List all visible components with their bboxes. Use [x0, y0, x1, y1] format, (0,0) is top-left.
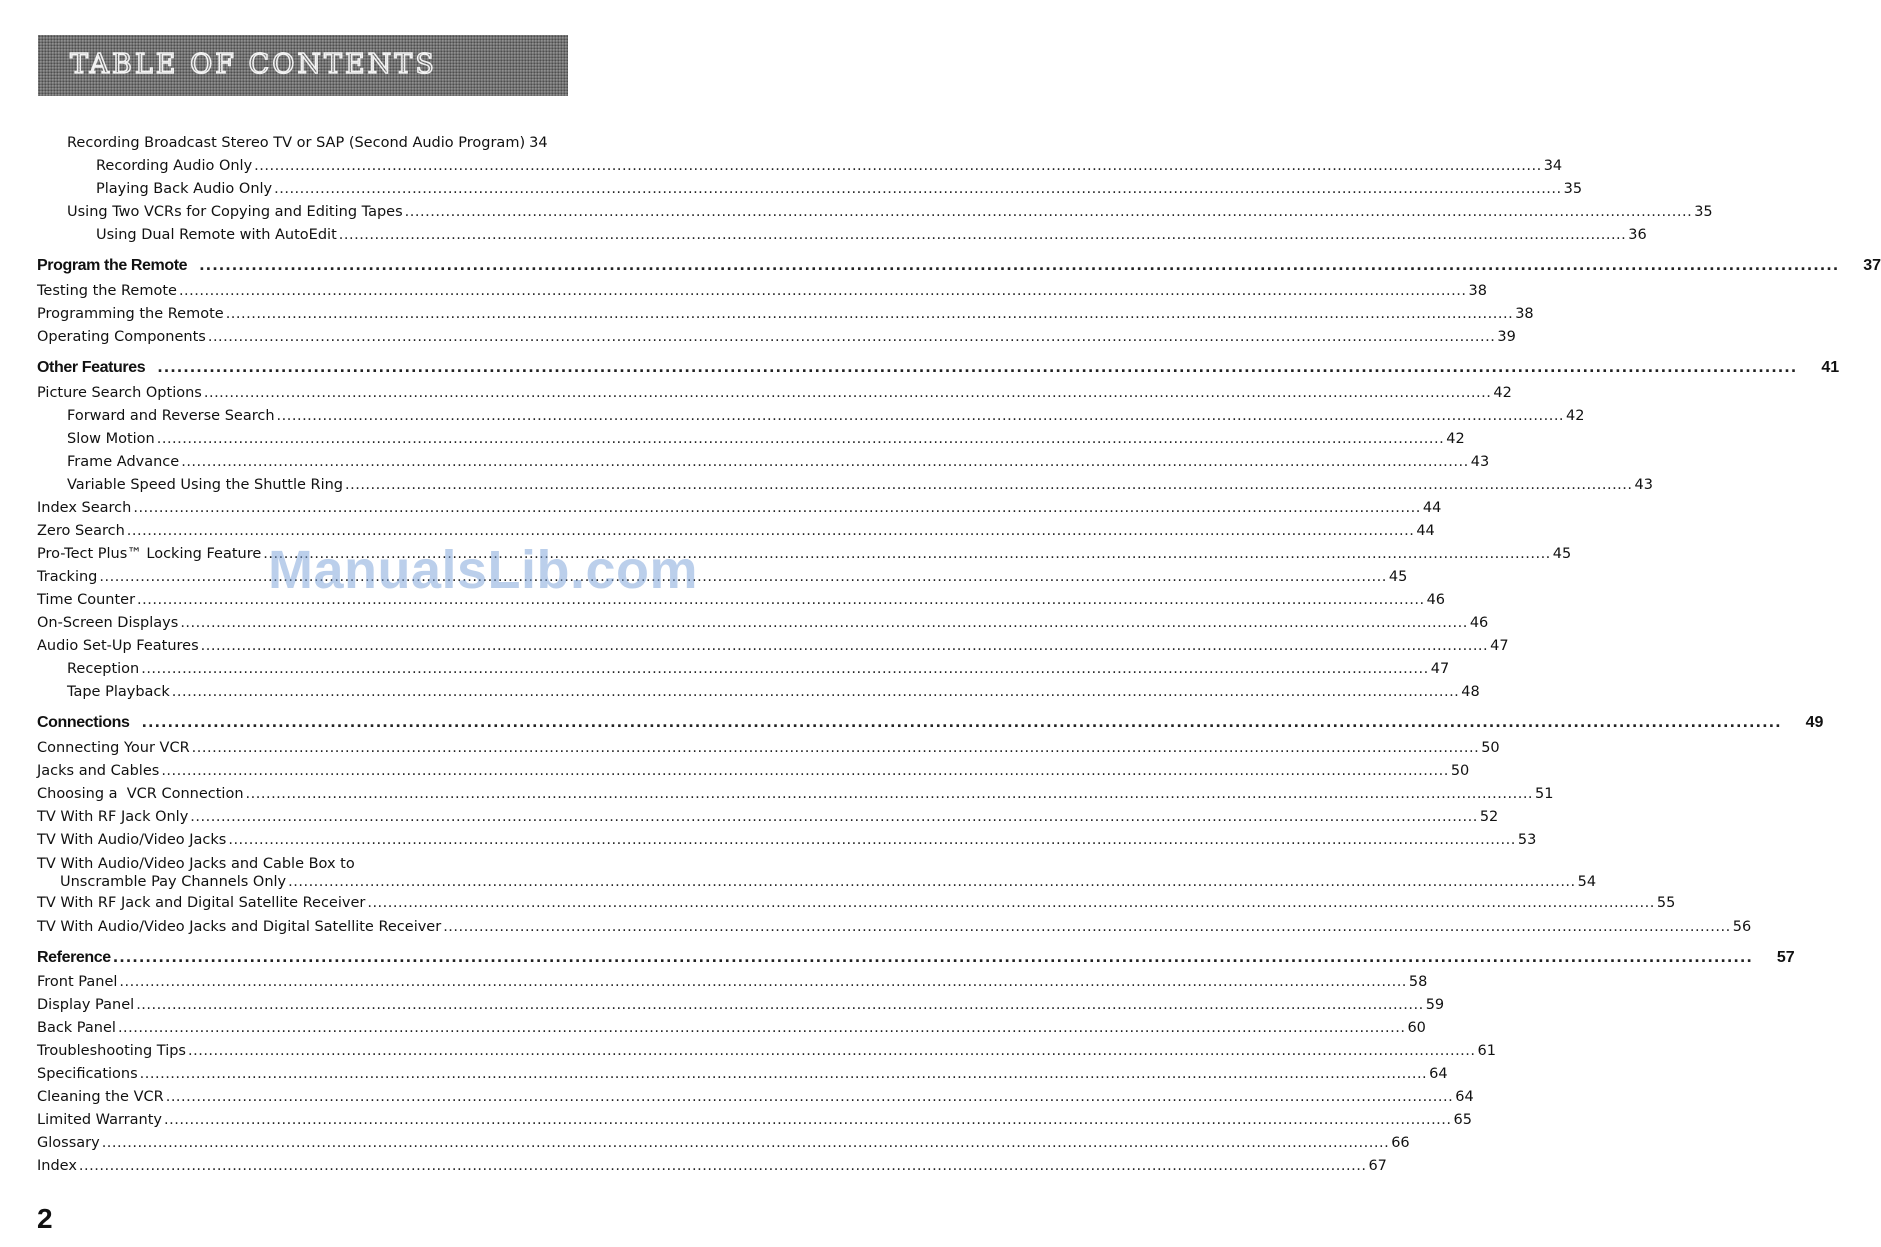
toc-entry-label: Programming the Remote — [37, 306, 224, 322]
toc-entry-page: 47 — [1430, 661, 1450, 677]
toc-entry[interactable] — [60, 871, 1597, 893]
toc-entry[interactable] — [37, 994, 1445, 1016]
dot-leader — [179, 280, 1467, 302]
toc-entry-page: 66 — [1391, 1135, 1410, 1151]
toc-entry-label: Troubleshooting Tips — [37, 1043, 186, 1059]
toc-entry-label: Connecting Your VCR — [37, 740, 190, 756]
dot-leader — [254, 155, 1542, 177]
toc-section-heading[interactable] — [37, 712, 1824, 734]
toc-entry-label: Using Two VCRs for Copying and Editing Tapes — [67, 204, 403, 220]
dot-leader — [443, 916, 1731, 938]
toc-section-heading[interactable] — [37, 255, 1881, 277]
toc-section-label: Program the Remote — [37, 257, 188, 274]
toc-section-heading[interactable] — [37, 357, 1840, 379]
toc-entry-label: Limited Warranty — [37, 1112, 162, 1128]
toc-entry[interactable] — [37, 1132, 1410, 1154]
toc-entry-label: Recording Audio Only — [96, 158, 253, 174]
toc-entry-page: 61 — [1477, 1043, 1496, 1059]
toc-entry-label: Forward and Reverse Search — [67, 408, 275, 424]
dot-leader — [164, 1109, 1452, 1131]
toc-entry-page: 45 — [1388, 569, 1408, 585]
toc-entry-label: Time Counter — [37, 592, 136, 608]
toc-entry-label: Zero Search — [37, 523, 125, 539]
dot-leader — [228, 829, 1516, 851]
page-title: TABLE OF CONTENTS — [70, 49, 437, 80]
toc-entry-page: 54 — [1577, 874, 1597, 890]
dot-leader — [405, 201, 1693, 223]
toc-entry-page: 35 — [1694, 204, 1713, 220]
toc-entry[interactable] — [37, 737, 1500, 759]
toc-entry-page: 38 — [1468, 283, 1487, 299]
toc-entry-page: 38 — [1515, 306, 1534, 322]
toc-entry[interactable] — [37, 1155, 1387, 1177]
toc-entry-page: 36 — [1628, 227, 1647, 243]
toc-entry-label-line1: TV With Audio/Video Jacks and Cable Box to — [37, 856, 355, 872]
toc-entry-label: Cleaning the VCR — [37, 1089, 164, 1105]
dot-leader — [142, 712, 1782, 734]
watermark: ManualsLib.com — [268, 540, 699, 600]
dot-leader — [157, 357, 1797, 379]
toc-entry-label: Front Panel — [37, 974, 118, 990]
toc-entry[interactable] — [67, 428, 1465, 450]
dot-leader — [102, 1132, 1390, 1154]
toc-entry[interactable] — [37, 382, 1512, 404]
toc-entry-page: 45 — [1552, 546, 1572, 562]
toc-entry-page: 55 — [1656, 895, 1676, 911]
toc-entry-page: 56 — [1732, 919, 1752, 935]
toc-section-page: 41 — [1821, 359, 1840, 376]
dot-leader — [127, 520, 1415, 542]
toc-entry-page: 64 — [1455, 1089, 1474, 1105]
toc-entry[interactable] — [37, 303, 1534, 325]
dot-leader — [192, 737, 1480, 759]
toc-section-label: Other Features — [37, 359, 146, 376]
toc-entry[interactable] — [67, 405, 1585, 427]
toc-entry-page: 53 — [1517, 832, 1537, 848]
toc-entry-label: TV With Audio/Video Jacks — [37, 832, 227, 848]
toc-entry-page: 35 — [1563, 181, 1583, 197]
dot-leader — [166, 1086, 1454, 1108]
toc-entry-page: 50 — [1481, 740, 1500, 756]
toc-entry-label: Slow Motion — [67, 431, 155, 447]
toc-entry[interactable] — [37, 829, 1537, 851]
toc-entry-label: Using Dual Remote with AutoEdit — [96, 227, 337, 243]
toc-entry[interactable] — [67, 451, 1490, 473]
toc-entry[interactable] — [37, 971, 1428, 993]
toc-entry-page: 46 — [1426, 592, 1446, 608]
toc-entry[interactable] — [37, 916, 1752, 938]
page-number: 2 — [37, 1203, 53, 1234]
toc-section-page: 49 — [1805, 714, 1824, 731]
toc-entry[interactable] — [37, 326, 1516, 348]
toc-entry[interactable] — [96, 178, 1583, 200]
toc-entry-label: Variable Speed Using the Shuttle Ring — [67, 477, 343, 493]
toc-entry-label: Jacks and Cables — [37, 763, 160, 779]
toc-section-page: 57 — [1776, 949, 1795, 966]
toc-entry[interactable] — [96, 155, 1563, 177]
toc-entry-page: 43 — [1634, 477, 1653, 493]
dot-leader — [208, 326, 1496, 348]
toc-entry[interactable] — [37, 1040, 1496, 1062]
toc-entry[interactable] — [37, 612, 1489, 634]
toc-entry[interactable] — [37, 1017, 1426, 1039]
toc-entry-label: Glossary — [37, 1135, 100, 1151]
toc-entry-page: 42 — [1493, 385, 1512, 401]
toc-entry-page: 34 — [1543, 158, 1563, 174]
dot-leader — [201, 635, 1489, 657]
dot-leader — [141, 658, 1429, 680]
dot-leader — [118, 1017, 1406, 1039]
dot-leader — [345, 474, 1633, 496]
toc-entry-label: Unscramble Pay Channels Only — [60, 874, 287, 890]
toc-entry-page: 39 — [1497, 329, 1516, 345]
toc-entry-label: Tracking — [37, 569, 98, 585]
dot-leader — [136, 994, 1424, 1016]
toc-entry-page: 51 — [1535, 786, 1554, 802]
dot-leader — [140, 1063, 1428, 1085]
toc-section-label: Reference — [37, 949, 111, 966]
dot-leader — [204, 382, 1492, 404]
dot-leader — [277, 405, 1565, 427]
toc-entry-page: 58 — [1408, 974, 1428, 990]
dot-leader — [274, 178, 1562, 200]
toc-section-page: 37 — [1863, 257, 1881, 274]
dot-leader — [339, 224, 1627, 246]
toc-entry-page: 47 — [1490, 638, 1509, 654]
toc-entry[interactable] — [37, 635, 1509, 657]
toc-entry-page: 44 — [1422, 500, 1442, 516]
toc-entry-page: 42 — [1566, 408, 1585, 424]
toc-section-label: Connections — [37, 714, 130, 731]
toc-entry[interactable] — [67, 681, 1480, 703]
toc-entry-label: TV With Audio/Video Jacks and Digital Satellite Receiver — [37, 919, 442, 935]
dot-leader — [181, 451, 1469, 473]
toc-entry-page: 65 — [1453, 1112, 1472, 1128]
toc-entry-label: Tape Playback — [67, 684, 170, 700]
dot-leader — [157, 428, 1445, 450]
toc-entry-label: Testing the Remote — [37, 283, 177, 299]
toc-entry[interactable] — [37, 783, 1554, 805]
toc-entry-label: Frame Advance — [67, 454, 180, 470]
toc-entry[interactable] — [67, 201, 1713, 223]
dot-leader — [161, 760, 1449, 782]
toc-entry-page: 60 — [1407, 1020, 1426, 1036]
toc-entry-label: Pro-Tect Plus™ Locking Feature — [37, 546, 262, 562]
toc-entry[interactable] — [37, 806, 1499, 828]
dot-leader — [367, 892, 1655, 914]
toc-entry-label: Display Panel — [37, 997, 135, 1013]
toc-entry-label: Playing Back Audio Only — [96, 181, 273, 197]
toc-entry-page: 64 — [1429, 1066, 1448, 1082]
toc-entry-label: Audio Set-Up Features — [37, 638, 199, 654]
toc-entry[interactable] — [67, 658, 1450, 680]
toc-entry-label: Choosing a VCR Connection — [37, 786, 244, 802]
dot-leader — [199, 255, 1839, 277]
toc-entry[interactable] — [96, 224, 1647, 246]
dot-leader — [188, 1040, 1476, 1062]
toc-entry-label: On-Screen Displays — [37, 615, 179, 631]
toc-entry-label: TV With RF Jack and Digital Satellite Receiver — [37, 895, 366, 911]
toc-entry-page: 67 — [1368, 1158, 1387, 1174]
dot-leader — [133, 497, 1421, 519]
dot-leader — [288, 871, 1576, 893]
dot-leader — [226, 303, 1514, 325]
toc-entry-page: 42 — [1446, 431, 1465, 447]
toc-entry[interactable] — [67, 132, 548, 154]
toc-entry-label: Index Search — [37, 500, 132, 516]
toc-entry-label: TV With RF Jack Only — [37, 809, 189, 825]
toc-entry-page: 46 — [1469, 615, 1489, 631]
toc-entry-label: Reception — [67, 661, 140, 677]
dot-leader — [180, 612, 1468, 634]
toc-entry-label: Picture Search Options — [37, 385, 202, 401]
toc-entry[interactable] — [37, 1109, 1472, 1131]
toc-entry[interactable] — [37, 1086, 1474, 1108]
toc-entry-label: Operating Components — [37, 329, 206, 345]
dot-leader — [172, 681, 1460, 703]
toc-entry[interactable] — [37, 1063, 1448, 1085]
toc-entry[interactable] — [37, 892, 1676, 914]
dot-leader — [79, 1155, 1367, 1177]
toc-entry[interactable] — [37, 760, 1470, 782]
toc-entry-page: 48 — [1461, 684, 1480, 700]
toc-entry-label: Recording Broadcast Stereo TV or SAP (Second Audio Program) — [67, 135, 526, 151]
dot-leader — [246, 783, 1534, 805]
toc-entry-page: 52 — [1479, 809, 1499, 825]
toc-entry-page: 43 — [1470, 454, 1490, 470]
toc-entry-page: 59 — [1425, 997, 1445, 1013]
dot-leader — [190, 806, 1478, 828]
toc-entry-page: 34 — [529, 135, 548, 151]
toc-entry[interactable] — [37, 520, 1435, 542]
toc-entry-label: Index — [37, 1158, 77, 1174]
toc-entry[interactable] — [37, 497, 1442, 519]
toc-entry-label: Specifications — [37, 1066, 138, 1082]
toc-section-heading[interactable] — [37, 947, 1795, 969]
toc-entry-label: Back Panel — [37, 1020, 116, 1036]
toc-entry[interactable] — [67, 474, 1653, 496]
dot-leader — [119, 971, 1407, 993]
toc-entry-page: 50 — [1450, 763, 1470, 779]
toc-entry[interactable] — [37, 280, 1487, 302]
dot-leader — [113, 947, 1753, 969]
toc-entry-page: 44 — [1416, 523, 1435, 539]
